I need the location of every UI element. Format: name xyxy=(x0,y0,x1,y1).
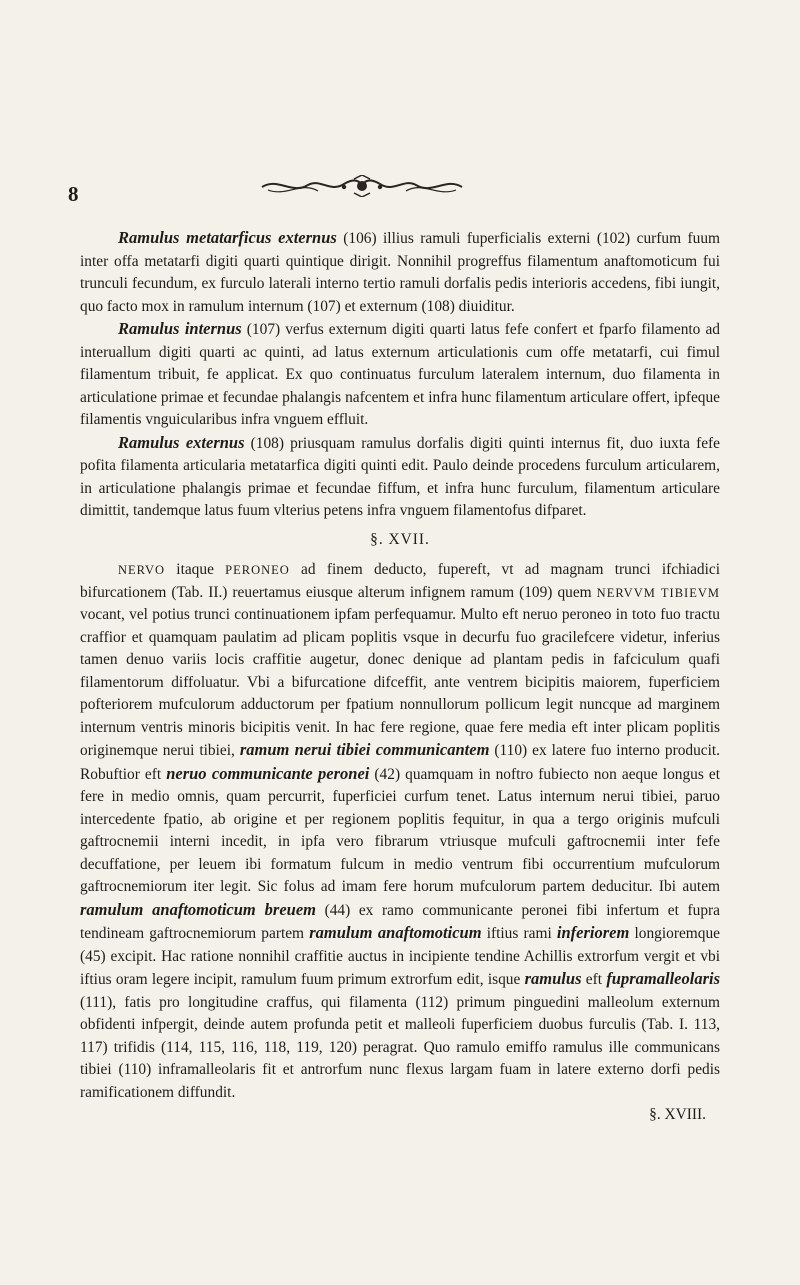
emphasized-term: ramulus xyxy=(524,969,582,988)
text-run: vocant, vel potius trunci continuationem ipfam perfequamur. Multo eft neruo peroneo in toto fuo tractu craffior et quamquam paulatim ad plicam poplitis vsque in decurfu fuo gracilefcere videtur, inferius tamen denuo variis locis craffitie augetur, donec denique ad plantam pedis in fafciculum quafi filamentorum diffoluatur. Vbi a bifurcatione difceffit, ante ventrem bicipitis maiorem, fuperficiem pofteriorem mufculorum adductorum per fpatium nonnullorum pollicum legit nuncque ad marginem internum ventris minoris bicipitis venit. In hac fere regione, quae fere media eft inter plicam poplitis originemque nerui tibiei, xyxy=(80,606,720,759)
paragraph xyxy=(80,227,720,318)
text-run: (111), fatis pro longitudine craffus, qui filamenta (112) primum pinguedini malleolum externum obfidenti infpergit, deinde autem profunda petit et malleoli fuperficiem duobus furculis (Tab. I. 113, 117) trifidis (114, 115, 116, 118, 119, 120) peragrat. Quo ramulo emiffo ramulus ille communicans tibiei (110) inframalleolaris fit et antrorfum nunc flexus largam fuam in latere externo dorfi pedis ramificationem diffundit. xyxy=(80,993,720,1101)
emphasized-term: ramulum anaftomoticum xyxy=(309,923,482,942)
text-run: eft xyxy=(581,971,607,988)
page-number: 8 xyxy=(68,182,79,206)
text-run: (106) illius ramuli fuperficialis externi (102) curfum fuum inter offa metatarfi digiti quarti quintique dirigit. Nonnihil progreffus filamentum anaftomoticum fui trunculi fecundum, ex furculo laterali interno tertio ramuli dorfalis pedis interioris accedens, fibi iungit, quo facto mox in ramulum internum (107) et externum (108) diuiditur. xyxy=(80,230,720,315)
small-caps-term: PERONEO xyxy=(225,563,290,577)
text-run: (108) priusquam ramulus dorfalis digiti quinti internus fit, duo iuxta fefe pofita filamenta articularia metatarfica digiti quinti edit. Paulo deinde procedens furculum articularem, in articulatione phalangis primae et fecundae fiffum, et infra hunc furculum, filamentum articulare dimittit, tandemque latus fuum vlterius petens infra vnguem filamentofus difparet. xyxy=(80,434,721,519)
emphasized-term: ramulum anaftomoticum breuem xyxy=(80,899,316,919)
text-run: longioremque (45) excipit. Hac ratione nonnihil craffitie auctus in incipiente tendine Achillis extrorfum vergit et vbi iftius oram legere incipit, ramulum fuum primum extrorfum edit, isque xyxy=(80,925,720,988)
emphasized-term: neruo communicante peronei xyxy=(166,763,370,783)
emphasized-term: inferiorem xyxy=(556,923,630,942)
emphasized-term: Ramulus metatarficus externus xyxy=(118,228,337,247)
catchword: §. XVIII. xyxy=(649,1106,706,1123)
emphasized-term: fupramalleolaris xyxy=(606,969,720,988)
text-run: (110) ex latere fuo interno producit. Robuftior eft xyxy=(80,742,721,783)
text-run: iftius rami xyxy=(481,925,557,942)
emphasized-term: ramum nerui tibiei communicantem xyxy=(239,740,490,759)
emphasized-term: Ramulus internus xyxy=(118,319,242,338)
paragraphs-section-xvi xyxy=(80,227,720,523)
paragraph-nervus-tibieus xyxy=(80,559,720,1104)
emphasized-term: Ramulus externus xyxy=(118,432,245,452)
text-run: (44) ex ramo communicante peronei fibi infertum et fupra tendineam gaftrocnemiorum partem xyxy=(80,901,720,942)
text-run: ad finem deducto, fupereft, vt ad magnam trunci ifchiadici bifurcationem (Tab. II.) reuertamus eiusque alterum infignem ramum (109) quem xyxy=(80,561,720,601)
text-run: (107) verfus externum digiti quarti latus fefe confert et fparfo filamento ad interuallum digiti quarti ac quinti, ad latus externum articulationis cum offe metatarfi, cui fimul filamentum tribuit, fe applicat. Ex quo continuatus furculum lateralem internum, duo filamenta in articulatione primae et fecundae phalangis nafcentem et infra hunc filamentum articulare offert, ipfeque filamentis vnguicularibus infra vnguem effluit. xyxy=(80,321,720,428)
body-text xyxy=(80,227,720,1127)
paragraph xyxy=(80,432,720,523)
paragraph xyxy=(80,318,720,432)
small-caps-term: NERVO xyxy=(118,563,166,577)
text-run: (42) quamquam in noftro fubiecto non aeque longus et fere in medio omnis, quam percurrit, fuperficiei curfum tenet. Latus internum nerui tibiei, paruo intercedente fpatio, ab origine et per regionem poplitis fequitur, in qua a tergo originis mufculi gaftrocnemii interni incedit, in ipfa vero fibrarum vtriusque mufculi gaftrocnemii inter fefe decuffatione, per leuem ibi formatum fulcum in medio ventrum fibi occurrentium mufculorum gaftrocnemiorum iter legit. Sic folus ad imam fere horum mufculorum partem deducitur. Ibi autem xyxy=(80,765,721,895)
decorative-headpiece-icon xyxy=(258,175,466,197)
text-run: itaque xyxy=(165,561,226,578)
section-heading: §. XVII. xyxy=(370,530,430,548)
small-caps-term: NERVVM TIBIEVM xyxy=(596,585,720,600)
